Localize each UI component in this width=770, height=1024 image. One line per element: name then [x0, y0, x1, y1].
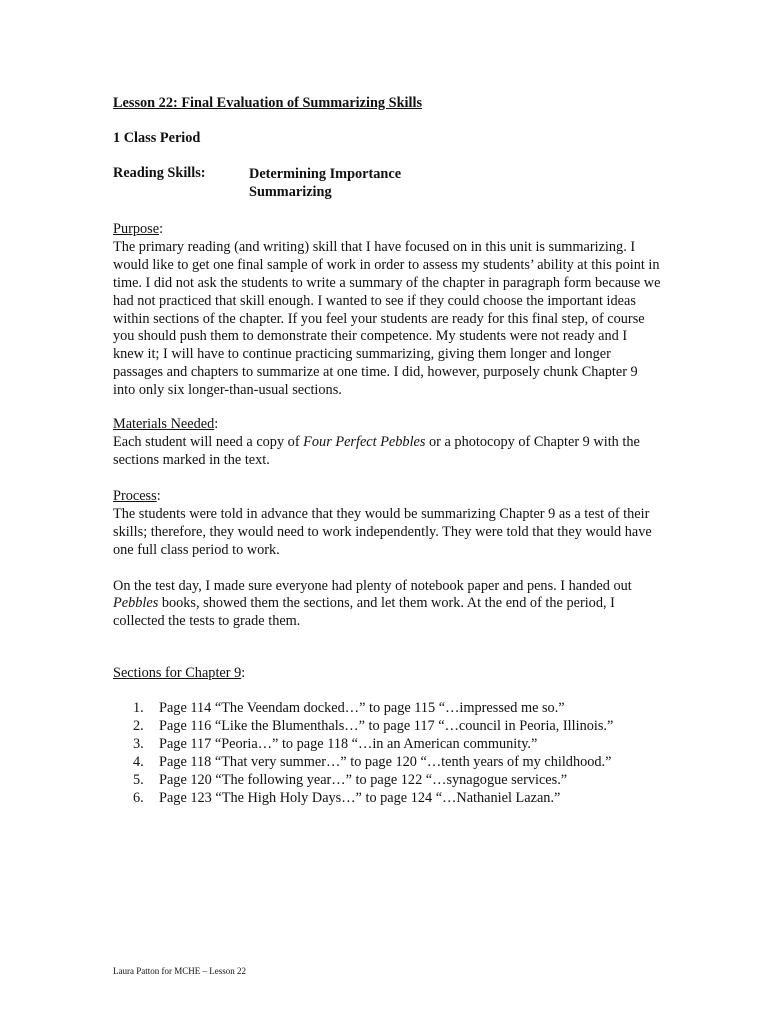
list-item: 3. Page 117 “Peoria…” to page 118 “…in an American community.”: [133, 735, 538, 752]
purpose-heading: Purpose: [113, 221, 160, 237]
page-footer: Laura Patton for MCHE – Lesson 22: [113, 966, 246, 976]
reading-skill-item: Summarizing: [249, 184, 332, 200]
materials-text: Each student will need a copy of Four Perfect Pebbles or a photocopy of Chapter 9 with the sections marked in the text.: [113, 433, 640, 468]
book-title: Four Perfect Pebbles: [303, 433, 426, 450]
list-item: 5. Page 120 “The following year…” to page 122 “…synagogue services.”: [133, 771, 568, 788]
book-title-short: Pebbles: [113, 595, 159, 612]
list-item: 1. Page 114 “The Veendam docked…” to page 115 “…impressed me so.”: [133, 700, 565, 716]
reading-skills-list: [249, 165, 401, 201]
list-item: 6. Page 123 “The High Holy Days…” to page 124 “…Nathaniel Lazan.”: [133, 789, 561, 806]
process-paragraph-1: The students were told in advance that they would be summarizing Chapter 9 as a test of their skills; therefore, they would need to work independently. They were told that they would have one full class period to work.: [113, 505, 652, 558]
class-period: 1 Class Period: [113, 130, 201, 146]
purpose-section: Purpose: The primary reading (and writing) skill that I have focused on in this unit is summarizing. I would like to get one final sample of work in order to assess my students’ ability at this point in time. I did not ask the students to write a summary of the chapter in paragraph form because we had not practiced that skill enough. I wanted to see if they could choose the important ideas within sections of the chapter. If you feel your students are ready for this final step, of course you should push them to demonstrate their competence. My students were not ready and I knew it; I will have to continue practicing summarizing, giving them longer and longer passages and chapters to summarize at one time. I did, however, purposely chunk Chapter 9 into only six longer-than-usual sections.: [113, 221, 661, 399]
list-item: 2. Page 116 “Like the Blumenthals…” to page 117 “…council in Peoria, Illinois.”: [133, 717, 614, 734]
reading-skill-item: Determining Importance: [249, 166, 402, 182]
sections-heading-row: Sections for Chapter 9:: [113, 665, 246, 681]
sections-list: [133, 700, 613, 807]
materials-heading: Materials Needed: [113, 416, 215, 432]
lesson-title: Lesson 22: Final Evaluation of Summarizing Skills: [113, 95, 423, 111]
process-paragraph-2: On the test day, I made sure everyone had plenty of notebook paper and pens. I handed out Pebbles books, showed them the sections, and let them work. At the end of the period, I collected the tests to grade them.: [113, 577, 632, 630]
reading-skills-label: Reading Skills:: [113, 165, 206, 181]
process-section: Process: The students were told in advance that they would be summarizing Chapter 9 as a test of their skills; therefore, they would need to work independently. They were told that they would have one full class period to work. On the test day, I made sure everyone had plenty of notebook paper and pens. I handed out Pebbles books, showed them the sections, and let them work. At the end of the period, I collected the tests to grade them.: [113, 488, 661, 631]
materials-section: Materials Needed: Each student will need a copy of Four Perfect Pebbles or a photocopy of Chapter 9 with the sections marked in the text.: [113, 416, 661, 470]
list-item: 4. Page 118 “That very summer…” to page 120 “…tenth years of my childhood.”: [133, 753, 612, 770]
purpose-text: The primary reading (and writing) skill that I have focused on in this unit is summarizing. I would like to get one final sample of work in order to assess my students’ ability at this point in time. I did not ask the students to write a summary of the chapter in paragraph form because we had not practiced that skill enough. I wanted to see if they could choose the important ideas within sections of the chapter. If you feel your students are ready for this final step, of course you should push them to demonstrate their competence. My students were not ready and I knew it; I will have to continue practicing summarizing, giving them longer and longer passages and chapters to summarize at one time. I did, however, purposely chunk Chapter 9 into only six longer-than-usual sections.: [113, 238, 661, 399]
process-heading: Process: [113, 488, 157, 504]
sections-heading: Sections for Chapter 9: [113, 665, 242, 681]
